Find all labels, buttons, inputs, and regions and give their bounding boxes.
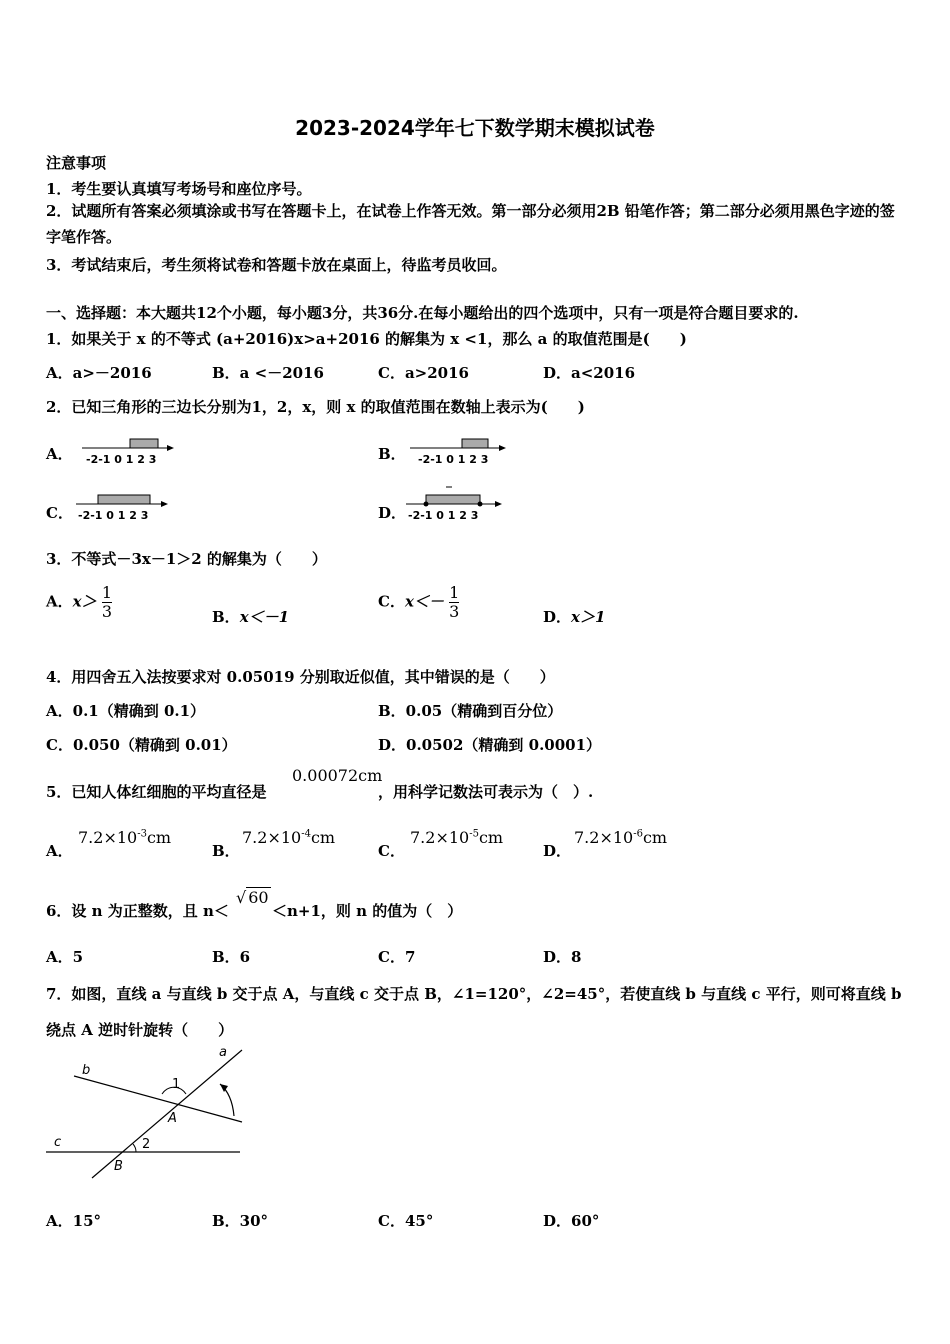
q2-number-line-a [78,434,178,468]
q5-option-d-label: D． [543,842,572,860]
q5-option-a-value: $7.2\times 10^{-3}cm$ [78,828,172,847]
number-line-ticks: -2-1 0 1 2 3 [78,509,149,522]
q7-option-a: A．15° [46,1212,102,1230]
notice-item-2: 2．试题所有答案必须填涂或书写在答题卡上，在试卷上作答无效。第一部分必须用2B 铅笔作答；第二部分必须用黑色字迹的签字笔作答。 [46,202,895,246]
q6-option-b: B．6 [212,948,251,966]
q7-label-c: c [54,1135,62,1150]
q5-option-b-value: $7.2\times 10^{-4}cm$ [242,828,336,847]
notice-item-3: 3．考试结束后，考生须将试卷和答题卡放在桌面上，待监考员收回。 [46,256,507,274]
q2-label-d: D． [378,504,407,522]
q7-label-a: a [219,1045,227,1060]
q6-stem-after: ＜n+1，则 n 的值为（ ） [272,902,463,920]
q2-stem: 2．已知三角形的三边长分别为1，2，x，则 x 的取值范围在数轴上表示为( ) [46,398,585,416]
q4-option-a: A．0.1（精确到 0.1） [46,702,206,720]
q1-option-d: D．a<2016 [543,364,636,382]
q5-stem-before: 5．已知人体红细胞的平均直径是 [46,783,267,801]
q5-option-b-label: B． [212,842,240,860]
q5-option-a-label: A． [46,842,73,860]
q1-option-c: C．a>2016 [378,364,469,382]
section-heading: 一、选择题：本大题共12个小题，每小题3分，共36分.在每小题给出的四个选项中，只有一项是符合题目要求的. [46,304,799,322]
q6-option-d: D．8 [543,948,582,966]
q2-number-line-c [72,490,172,524]
q1-stem: 1．如果关于 x 的不等式 (a+2016)x>a+2016 的解集为 x <1，那么 a 的取值范围是( ) [46,330,687,348]
q2-number-line-d [402,482,507,524]
q7-label-b: b [82,1063,91,1078]
q5-option-d-value: $7.2\times 10^{-6}cm$ [574,828,668,847]
q4-option-d: D．0.0502（精确到 0.0001） [378,736,602,754]
q4-option-c: C．0.050（精确到 0.01） [46,736,237,754]
q7-label-point-a: A [168,1111,177,1126]
q2-label-c: C． [46,504,73,522]
q4-stem: 4．用四舍五入法按要求对 0.05019 分别取近似值，其中错误的是（ ） [46,668,555,686]
q5-stem-after: ，用科学记数法可表示为（ ）. [378,783,594,801]
q5-value: 0.00072cm [292,766,383,785]
q5-option-c-value: $7.2\times 10^{-5}cm$ [410,828,504,847]
q7-figure [44,1044,246,1182]
notice-item-1: 1．考生要认真填写考场号和座位序号。 [46,180,312,198]
q5-option-c-label: C． [378,842,405,860]
q7-label-angle2: 2 [142,1137,151,1152]
q6-option-a: A．5 [46,948,84,966]
q7-stem: 7．如图，直线 a 与直线 b 交于点 A，与直线 c 交于点 B，∠1=120°，∠2=45°，若使直线 b 与直线 c 平行，则可将直线 b 绕点 A 逆时针旋转（ ） [46,985,902,1039]
q3-option-d: D．x＞1 [543,608,606,626]
q7-option-b: B．30° [212,1212,269,1230]
fraction: $\frac{1}{3}$ [101,583,113,621]
q3-option-a: A．x＞ $\frac{1}{3}$ [46,583,113,621]
number-line-ticks: -2-1 0 1 2 3 [418,453,489,466]
q2-number-line-b [406,434,511,468]
q6-sqrt: √ 60 [236,888,269,907]
number-line-ticks: -2-1 0 1 2 3 [86,453,157,466]
q2-label-b: B． [378,445,406,463]
q3-option-c: C．x＜－ $\frac{1}{3}$ [378,583,460,621]
q7-option-c: C．45° [378,1212,434,1230]
q2-label-a: A． [46,445,73,463]
page-title: 2023-2024学年七下数学期末模拟试卷 [295,116,655,140]
q4-option-b: B．0.05（精确到百分位） [378,702,563,720]
q3-option-b: B．x＜－1 [212,608,290,626]
q7-option-d: D．60° [543,1212,600,1230]
notice-heading: 注意事项 [46,154,107,172]
q6-stem-before: 6．设 n 为正整数，且 n＜ [46,902,229,920]
q7-label-point-b: B [114,1159,123,1174]
q1-option-b: B．a <－2016 [212,364,324,382]
q3-stem: 3．不等式－3x－1＞2 的解集为（ ） [46,550,327,568]
q7-label-angle1: 1 [172,1077,181,1092]
number-line-ticks: -2-1 0 1 2 3 [408,509,479,522]
q6-option-c: C．7 [378,948,416,966]
fraction: $\frac{1}{3}$ [449,583,460,621]
q1-option-a: A．a>－2016 [46,364,152,382]
